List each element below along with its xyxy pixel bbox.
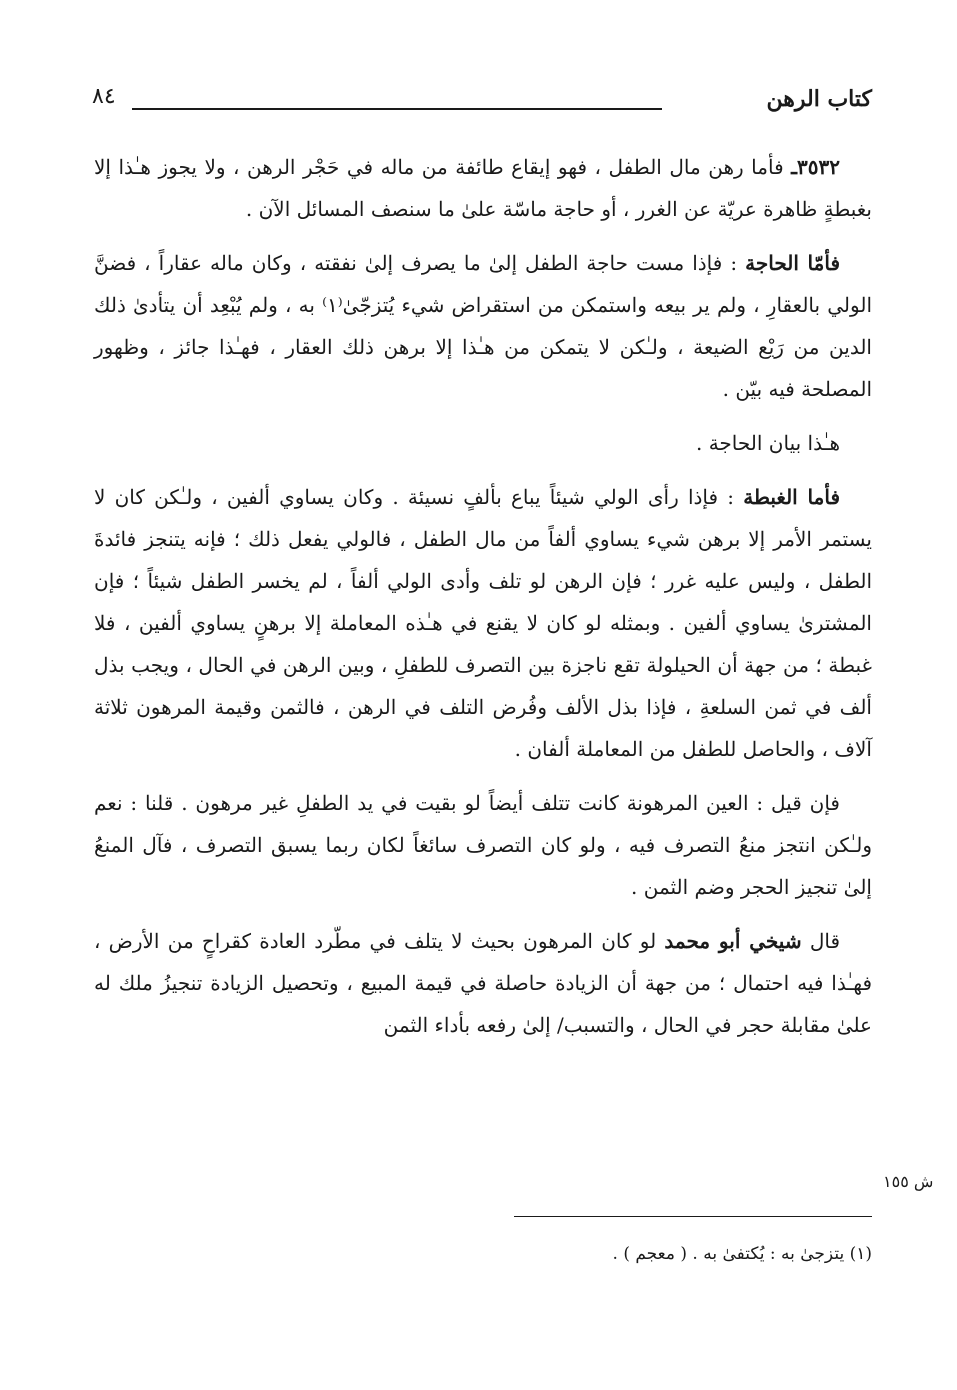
paragraph-3532 bbox=[94, 146, 872, 230]
running-title: كتاب الرهن bbox=[766, 86, 872, 112]
section-heading-need: فأمّا الحاجة bbox=[745, 251, 840, 275]
paragraph-text: فأما رهن مال الطفل ، فهو إيقاع طائفة من ماله في حَجْر الرهن ، ولا يجوز هـٰذا إلا بغبطةٍ ظاهرة عريّة عن الغرر ، أو حاجة ماسّة علىٰ ما سنصف المسائل الآن . bbox=[94, 155, 872, 221]
paragraph-benefit bbox=[94, 476, 872, 770]
page-header bbox=[92, 82, 872, 126]
paragraph-text: : فإذا مست حاجة الطفل إلىٰ ما يصرف إلىٰ نفقته ، وكان ماله عقاراً ، فضنَّ الولي بالعقارِ ، ولم ير بيعه واستمكن من استقراض شيء يُتزجّىٰ⁽١⁾ به ، ولم يُبْعِد أن يتأدىٰ ذلك الدين من رَيْع الضيعة ، ولـٰكن لا يتمكن من هـٰذا إلا برهن ذلك العقار ، فهـٰذا جائز ، وظهور المصلحة فيه بيّن . bbox=[94, 251, 872, 401]
scholar-name: شيخي أبو محمد bbox=[664, 929, 802, 953]
main-text bbox=[94, 146, 872, 1058]
footnote-rule bbox=[514, 1216, 872, 1217]
footnote: (١) يتزجىٰ به : يُكتفىٰ به . ( معجم ) . bbox=[612, 1244, 872, 1264]
paragraph-text: لو كان المرهون بحيث لا يتلف في مطّرد العادة كقراحٍ من الأرض ، فهـٰذا فيه احتمال ؛ من جهة أن الزيادة حاصلة في قيمة المبيع ، وتحصيل الزيادة تنجيزُ ملك له علىٰ مقابلة حجر في الحال ، والتسبب/ إلىٰ رفعه بأداء الثمن bbox=[94, 929, 872, 1037]
paragraph-need bbox=[94, 242, 872, 410]
paragraph-shaykh bbox=[94, 920, 872, 1046]
paragraph-need-summary bbox=[94, 422, 872, 464]
section-heading-benefit: فأما الغبطة bbox=[743, 485, 841, 509]
paragraph-objection bbox=[94, 782, 872, 908]
page-number: ٨٤ bbox=[92, 84, 116, 109]
manuscript-margin-note: ش ١٥٥ bbox=[883, 1172, 934, 1191]
header-rule bbox=[132, 108, 662, 110]
issue-number: ٣٥٣٢ـ bbox=[791, 155, 840, 179]
paragraph-text: : فإذا رأى الولي شيئاً يباع بألفٍ نسيئة . وكان يساوي ألفين ، ولـٰكن كان لا يستمر الأمر إلا برهن شيء يساوي ألفاً من مال الطفل ، فالولي يفعل ذلك ؛ فإنه يتنجز فائدةَ الطفل ، وليس عليه غرر ؛ فإن الرهن لو تلف وأدى الولي ألفاً ، لم يخسر الطفل شيئاً ؛ فإن المشترىٰ يساوي ألفين . وبمثله لو كان لا يقنع في هـٰذه المعاملة إلا برهنٍ يساوي ألفين ، فلا غبطة ؛ من جهة أن الحيلولة تقع ناجزة بين التصرف للطفلِ ، وبين الرهن في الحال ، ويجب بذل ألف في ثمن السلعةِ ، فإذا بذل الألف وفُرض التلف في الرهن ، فالثمن وقيمة المرهون ثلاثة آلاف ، والحاصل للطفل من المعاملة ألفان . bbox=[94, 485, 872, 761]
paragraph-text: هـٰذا بيان الحاجة . bbox=[695, 431, 840, 455]
paragraph-prefix: قال bbox=[801, 929, 841, 953]
paragraph-text: فإن قيل : العين المرهونة كانت تتلف أيضاً لو بقيت في يد الطفلِ غير مرهون . قلنا : نعم ولـٰكن انتجز منعُ التصرف فيه ، ولو كان التصرف سائغاً لكان ربما يسبق التصرف ، فآل المنعُ إلىٰ تنجيز الحجر وضم الثمن . bbox=[94, 791, 872, 899]
